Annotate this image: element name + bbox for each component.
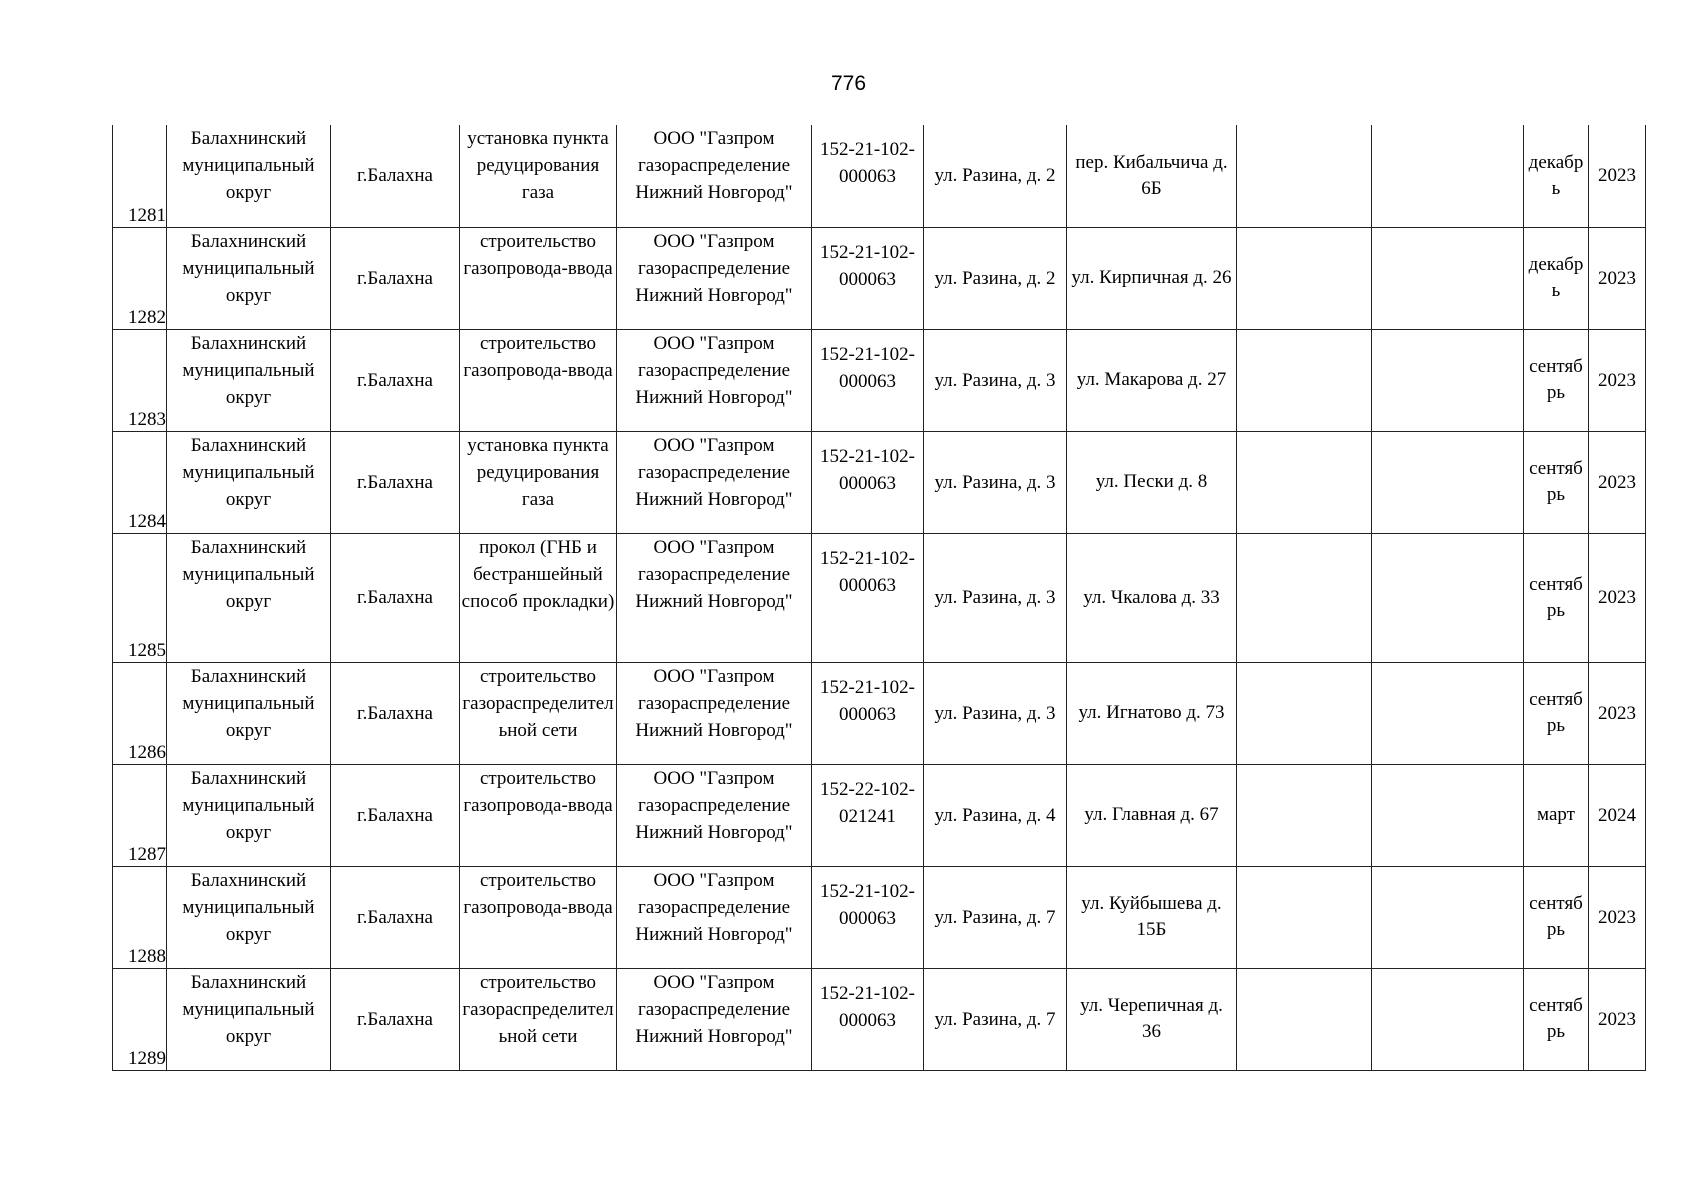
empty-cell-9 <box>1237 227 1372 329</box>
program-code-cell: 152-21-102-000063 <box>812 866 924 968</box>
source-address-cell: ул. Разина, д. 3 <box>924 329 1067 431</box>
work-type-cell: прокол (ГНБ и бестраншейный способ прокладки) <box>460 533 617 662</box>
month-cell: март <box>1524 764 1589 866</box>
target-address-cell: ул. Кирпичная д. 26 <box>1067 227 1237 329</box>
work-type-cell: строительство газораспределительной сети <box>460 968 617 1070</box>
month-cell: сентябрь <box>1524 329 1589 431</box>
row-number-cell: 1281 <box>113 125 167 227</box>
target-address-cell: ул. Игнатово д. 73 <box>1067 662 1237 764</box>
table-row <box>113 764 1646 866</box>
table-row <box>113 968 1646 1070</box>
program-code-cell: 152-21-102-000063 <box>812 662 924 764</box>
row-number-cell: 1282 <box>113 227 167 329</box>
city-cell: г.Балахна <box>331 431 460 533</box>
empty-cell-9 <box>1237 764 1372 866</box>
district-cell: Балахнинский муниципальный округ <box>167 125 331 227</box>
target-address-cell: ул. Куйбышева д. 15Б <box>1067 866 1237 968</box>
empty-cell-10 <box>1372 968 1524 1070</box>
target-address-cell: пер. Кибальчича д. 6Б <box>1067 125 1237 227</box>
program-code-cell: 152-21-102-000063 <box>812 431 924 533</box>
month-cell: декабрь <box>1524 227 1589 329</box>
table-row <box>113 329 1646 431</box>
program-code-cell: 152-22-102-021241 <box>812 764 924 866</box>
organization-cell: ООО "Газпром газораспределение Нижний Новгород" <box>617 866 812 968</box>
district-cell: Балахнинский муниципальный округ <box>167 764 331 866</box>
city-cell: г.Балахна <box>331 533 460 662</box>
table-body <box>113 125 1646 1070</box>
source-address-cell: ул. Разина, д. 7 <box>924 866 1067 968</box>
table-row <box>113 662 1646 764</box>
empty-cell-10 <box>1372 764 1524 866</box>
city-cell: г.Балахна <box>331 329 460 431</box>
work-type-cell: установка пункта редуцирования газа <box>460 431 617 533</box>
source-address-cell: ул. Разина, д. 2 <box>924 227 1067 329</box>
empty-cell-9 <box>1237 968 1372 1070</box>
row-number-cell: 1288 <box>113 866 167 968</box>
program-code-cell: 152-21-102-000063 <box>812 968 924 1070</box>
month-cell: сентябрь <box>1524 431 1589 533</box>
empty-cell-9 <box>1237 431 1372 533</box>
row-number-cell: 1285 <box>113 533 167 662</box>
city-cell: г.Балахна <box>331 764 460 866</box>
source-address-cell: ул. Разина, д. 3 <box>924 533 1067 662</box>
work-type-cell: строительство газопровода-ввода <box>460 329 617 431</box>
target-address-cell: ул. Главная д. 67 <box>1067 764 1237 866</box>
year-cell: 2023 <box>1589 431 1646 533</box>
district-cell: Балахнинский муниципальный округ <box>167 866 331 968</box>
year-cell: 2023 <box>1589 125 1646 227</box>
program-code-cell: 152-21-102-000063 <box>812 329 924 431</box>
empty-cell-9 <box>1237 329 1372 431</box>
row-number-cell: 1286 <box>113 662 167 764</box>
empty-cell-10 <box>1372 662 1524 764</box>
empty-cell-10 <box>1372 125 1524 227</box>
district-cell: Балахнинский муниципальный округ <box>167 968 331 1070</box>
month-cell: декабрь <box>1524 125 1589 227</box>
empty-cell-10 <box>1372 533 1524 662</box>
empty-cell-10 <box>1372 431 1524 533</box>
source-address-cell: ул. Разина, д. 2 <box>924 125 1067 227</box>
table-row <box>113 227 1646 329</box>
month-cell: сентябрь <box>1524 968 1589 1070</box>
year-cell: 2023 <box>1589 329 1646 431</box>
organization-cell: ООО "Газпром газораспределение Нижний Новгород" <box>617 764 812 866</box>
district-cell: Балахнинский муниципальный округ <box>167 329 331 431</box>
table-row <box>113 125 1646 227</box>
organization-cell: ООО "Газпром газораспределение Нижний Новгород" <box>617 968 812 1070</box>
empty-cell-9 <box>1237 866 1372 968</box>
row-number-cell: 1283 <box>113 329 167 431</box>
work-type-cell: строительство газопровода-ввода <box>460 764 617 866</box>
target-address-cell: ул. Макарова д. 27 <box>1067 329 1237 431</box>
empty-cell-9 <box>1237 125 1372 227</box>
city-cell: г.Балахна <box>331 968 460 1070</box>
city-cell: г.Балахна <box>331 866 460 968</box>
gasification-table <box>112 125 1646 1071</box>
district-cell: Балахнинский муниципальный округ <box>167 533 331 662</box>
program-code-cell: 152-21-102-000063 <box>812 227 924 329</box>
organization-cell: ООО "Газпром газораспределение Нижний Новгород" <box>617 662 812 764</box>
target-address-cell: ул. Чкалова д. 33 <box>1067 533 1237 662</box>
empty-cell-9 <box>1237 662 1372 764</box>
source-address-cell: ул. Разина, д. 4 <box>924 764 1067 866</box>
table-row <box>113 866 1646 968</box>
organization-cell: ООО "Газпром газораспределение Нижний Новгород" <box>617 227 812 329</box>
city-cell: г.Балахна <box>331 125 460 227</box>
work-type-cell: строительство газопровода-ввода <box>460 866 617 968</box>
target-address-cell: ул. Пески д. 8 <box>1067 431 1237 533</box>
district-cell: Балахнинский муниципальный округ <box>167 431 331 533</box>
empty-cell-9 <box>1237 533 1372 662</box>
empty-cell-10 <box>1372 866 1524 968</box>
year-cell: 2023 <box>1589 968 1646 1070</box>
page-number: 776 <box>830 72 867 95</box>
year-cell: 2023 <box>1589 866 1646 968</box>
work-type-cell: строительство газораспределительной сети <box>460 662 617 764</box>
organization-cell: ООО "Газпром газораспределение Нижний Новгород" <box>617 125 812 227</box>
organization-cell: ООО "Газпром газораспределение Нижний Новгород" <box>617 533 812 662</box>
work-type-cell: строительство газопровода-ввода <box>460 227 617 329</box>
work-type-cell: установка пункта редуцирования газа <box>460 125 617 227</box>
row-number-cell: 1289 <box>113 968 167 1070</box>
city-cell: г.Балахна <box>331 227 460 329</box>
source-address-cell: ул. Разина, д. 3 <box>924 662 1067 764</box>
month-cell: сентябрь <box>1524 533 1589 662</box>
target-address-cell: ул. Черепичная д. 36 <box>1067 968 1237 1070</box>
year-cell: 2023 <box>1589 533 1646 662</box>
row-number-cell: 1287 <box>113 764 167 866</box>
empty-cell-10 <box>1372 227 1524 329</box>
city-cell: г.Балахна <box>331 662 460 764</box>
organization-cell: ООО "Газпром газораспределение Нижний Новгород" <box>617 329 812 431</box>
row-number-cell: 1284 <box>113 431 167 533</box>
organization-cell: ООО "Газпром газораспределение Нижний Новгород" <box>617 431 812 533</box>
district-cell: Балахнинский муниципальный округ <box>167 227 331 329</box>
year-cell: 2023 <box>1589 227 1646 329</box>
program-code-cell: 152-21-102-000063 <box>812 125 924 227</box>
year-cell: 2024 <box>1589 764 1646 866</box>
month-cell: сентябрь <box>1524 662 1589 764</box>
source-address-cell: ул. Разина, д. 3 <box>924 431 1067 533</box>
month-cell: сентябрь <box>1524 866 1589 968</box>
source-address-cell: ул. Разина, д. 7 <box>924 968 1067 1070</box>
program-code-cell: 152-21-102-000063 <box>812 533 924 662</box>
table-row <box>113 431 1646 533</box>
year-cell: 2023 <box>1589 662 1646 764</box>
district-cell: Балахнинский муниципальный округ <box>167 662 331 764</box>
table-row <box>113 533 1646 662</box>
empty-cell-10 <box>1372 329 1524 431</box>
